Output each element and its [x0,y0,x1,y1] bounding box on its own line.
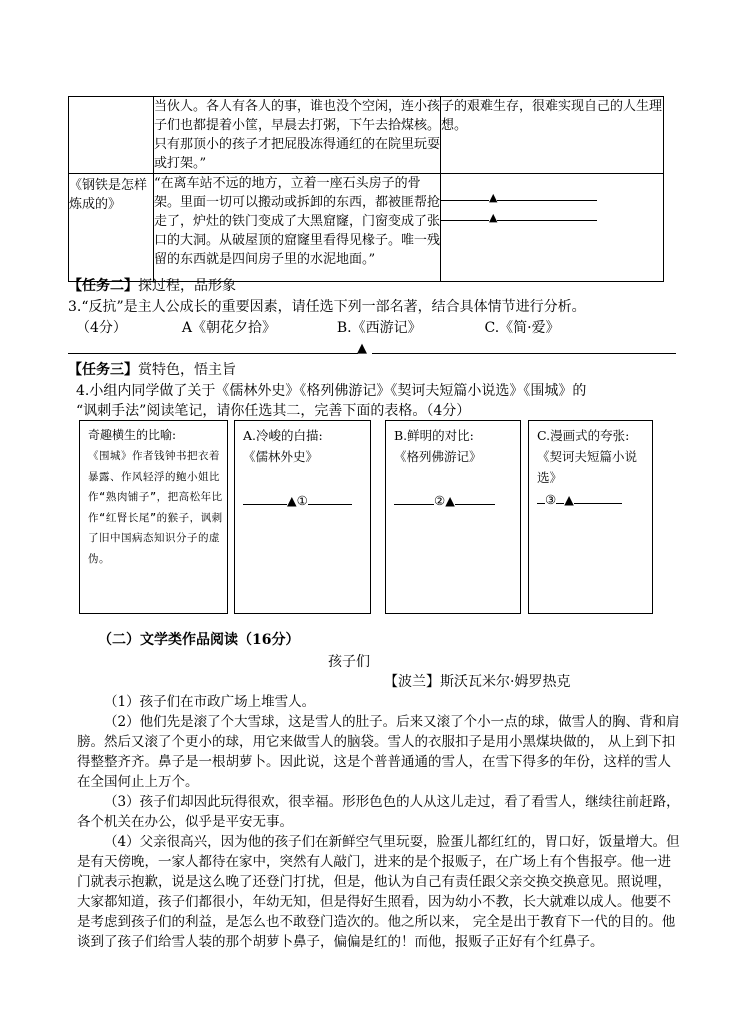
task2-heading [68,276,688,296]
task3-heading [68,360,688,380]
triangle-marker: ▲ [357,341,367,356]
task3-title: 赏特色，悟主旨 [138,362,236,378]
note-title: A.冷峻的白描: [243,428,323,443]
blank-marker: ▲① [287,493,308,508]
option-a[interactable]: A《朝花夕拾》 [181,320,276,336]
question-3-options [76,318,676,338]
note-box-a [234,420,371,614]
triangle-marker: ▲ [489,191,498,204]
excerpt-text: 当伙人。各人有各人的事，谁也没个空闲，连小孩子们也都提着小筐，早晨去打粥，下午去拾煤核。只有那顶小的孩子才把屁股冻得通红的在院里玩耍或打架。” [154,99,441,171]
option-c[interactable]: C.《简·爱》 [484,320,560,336]
excerpt-text: “在离车站不远的地方，立着一座石头房子的骨架。里面一切可以搬动或拆卸的东西，都被匪帮抢走了，炉灶的铁门变成了大黑窟窿，门窗变成了张口的大洞。从破屋顶的窟窿里看得见椽子。唯一残留的东西就是四间房子里的水泥地面。” [154,176,441,267]
example-note-box [79,420,228,614]
excerpt-cell [154,174,441,282]
note-book: 《契诃夫短篇小说选》 [537,449,638,485]
section-heading: （二）文学类作品阅读（16分） [98,632,300,648]
question-score: （4分） [76,320,127,336]
answer-blank[interactable] [441,220,489,221]
table-row [69,97,664,174]
excerpt-cell [154,97,441,174]
reading-table [68,96,664,282]
story-title: 孩子们 [328,654,370,670]
story-paragraph: （1）孩子们在市政广场上堆雪人。 [104,694,316,710]
triangle-marker: ▲ [489,211,498,224]
note-title: C.漫画式的夸张: [537,428,630,443]
note-box-c [528,420,653,614]
story-body [77,692,683,952]
note-title: B.鲜明的对比: [394,428,474,443]
book-title: 《钢铁是怎样炼成的》 [69,178,148,212]
answer-blank[interactable] [308,504,352,505]
task2-label: 【任务二】 [68,278,138,294]
answer-blank[interactable] [394,504,434,505]
story-author: 【波兰】斯沃瓦米尔·姆罗热克 [384,674,571,690]
note-book: 《格列佛游记》 [394,449,482,464]
answer-line[interactable] [68,353,358,354]
answer-cell [441,174,664,282]
option-b[interactable]: B.《西游记》 [336,320,422,336]
note-title: 奇趣横生的比喻: [88,428,177,442]
question-4-line2: “讽刺手法”阅读笔记，请你任选其二，完善下面的表格。（4分） [76,403,471,419]
analysis-cell [441,97,664,174]
answer-blank[interactable] [537,503,545,504]
answer-line[interactable] [372,353,676,354]
story-paragraph: （4）父亲很高兴，因为他的孩子们在新鲜空气里玩耍，脸蛋儿都红红的，胃口好，饭量增大。但是有天傍晚，一家人都待在家中，突然有人敲门，进来的是个报贩子，在广场上有个售报亭。他一进门就表示抱歉，说是这么晚了还登门打扰，但是，他认为自己有责任跟父亲交换交换意见。照说哩，大家都知道，孩子们都很小，年幼无知，但是得好生照看，因为幼小不教，长大就难以成人。他要不是考虑到孩子们的利益，是怎么也不敢登门造次的。他之所以来， 完全是出于教育下一代的目的。他谈到了孩子们给雪人装的那个胡萝卜鼻子，偏偏是红的！而他，报贩子正好有个红鼻子。 [77,834,680,950]
answer-blank[interactable] [243,504,287,505]
answer-blank[interactable] [455,504,495,505]
analysis-text: 子的艰难生存，很难实现自己的人生理想。 [441,99,663,133]
note-box-b [385,420,521,614]
answer-blank[interactable] [574,503,622,504]
task3-label: 【任务三】 [68,362,138,378]
note-body: 《围城》作者钱钟书把衣着暴露、作风轻浮的鲍小姐比作“熟肉铺子”，把高松年比作“红腎长尾”的猴子，讽刺了旧中国病态知识分子的虚伪。 [88,450,223,565]
blank-number: ③ [545,492,557,507]
note-book: 《儒林外史》 [243,449,319,464]
answer-blank[interactable] [441,200,489,201]
book-cell [69,97,154,174]
blank-marker: ▲ [564,492,574,507]
table-row [69,174,664,282]
task2-title: 探过程，品形象 [138,278,236,294]
book-cell [69,174,154,282]
question-4: 4.小组内同学做了关于《儒林外史》《格列佛游记》《契诃夫短篇小说选》《围城》的 [76,383,587,399]
answer-blank[interactable] [497,200,597,201]
story-paragraph: （2）他们先是滚了个大雪球，这是雪人的肚子。后来又滚了个小一点的球，做雪人的胸、背和肩膀。然后又滚了个更小的球，用它来做雪人的脑袋。雪人的衣服扣子是用小黑煤块做的， 从上到下扣得整整齐齐。鼻子是一根胡萝卜。因此说，这是个普普通通的雪人，在雪下得多的年份，这样的雪人在全国何止上万个。 [77,714,680,790]
question-3: 3.“反抗”是主人公成长的重要因素，请任选下列一部名著，结合具体情节进行分析。 [68,299,586,315]
story-paragraph: （3）孩子们却因此玩得很欢，很幸福。形形色色的人从这儿走过，看了看雪人，继续往前赶路，各个机关在办公，似乎是平安无事。 [77,794,680,830]
blank-marker: ②▲ [434,493,455,508]
answer-blank[interactable] [497,220,597,221]
